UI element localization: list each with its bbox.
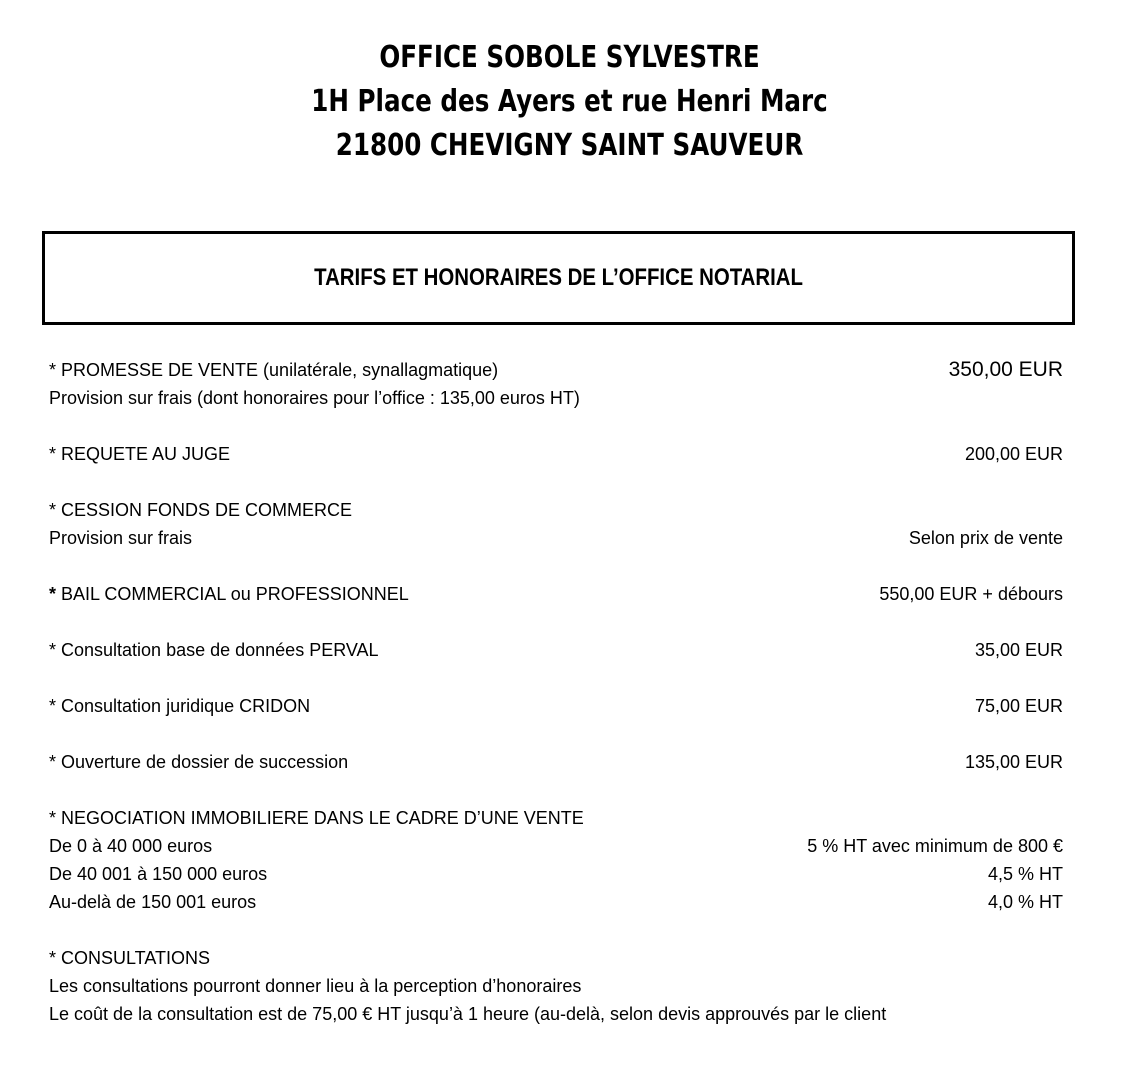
tariff-row — [49, 748, 1063, 776]
tariff-row — [49, 804, 1063, 832]
tariff-row-spacer — [49, 552, 1063, 580]
tariff-label: * Consultation juridique CRIDON — [49, 696, 311, 716]
tariff-label: De 40 001 à 150 000 euros — [49, 864, 268, 884]
tariff-row-spacer — [49, 776, 1063, 804]
tariff-row-spacer — [49, 468, 1063, 496]
tariff-list — [49, 356, 1063, 1028]
tariff-label: * CESSION FONDS DE COMMERCE — [49, 500, 353, 520]
tariff-row — [49, 356, 1063, 384]
tariff-row — [49, 1000, 1063, 1028]
tariff-value: 350,00 EUR — [948, 358, 1063, 381]
tariff-label: * Consultation base de données PERVAL — [49, 640, 379, 660]
tariff-label: Les consultations pourront donner lieu à la perception d’honoraires — [49, 976, 582, 996]
tariff-label: * PROMESSE DE VENTE (unilatérale, synallagmatique) — [49, 360, 499, 380]
title-box — [42, 231, 1075, 325]
tariff-row — [49, 860, 1063, 888]
tariff-value: 4,0 % HT — [987, 892, 1063, 912]
tariff-row-spacer — [49, 916, 1063, 944]
tariff-value: 135,00 EUR — [964, 752, 1063, 772]
tariff-label: * REQUETE AU JUGE — [49, 444, 231, 464]
tariff-row — [49, 384, 1063, 412]
tariff-row — [49, 440, 1063, 468]
tariff-label: Provision sur frais — [49, 528, 193, 548]
tariff-row — [49, 972, 1063, 1000]
tariff-row — [49, 944, 1063, 972]
tariff-row — [49, 496, 1063, 524]
tariff-row — [49, 832, 1063, 860]
office-address: 1H Place des Ayers et rue Henri Marc — [311, 84, 828, 119]
tariff-row-spacer — [49, 412, 1063, 440]
office-letterhead — [0, 0, 1139, 168]
tariff-label: * NEGOCIATION IMMOBILIERE DANS LE CADRE D’UNE VENTE — [49, 808, 584, 828]
tariff-label: * CONSULTATIONS — [49, 948, 211, 968]
tariff-label: Au-delà de 150 001 euros — [49, 892, 257, 912]
tariff-row-spacer — [49, 608, 1063, 636]
tariff-label: * Ouverture de dossier de succession — [49, 752, 349, 772]
tariff-label: Le coût de la consultation est de 75,00 € HT jusqu’à 1 heure (au-delà, selon devis approuvés par le client — [49, 1004, 887, 1024]
tariff-label: * BAIL COMMERCIAL ou PROFESSIONNEL — [49, 584, 409, 604]
office-name: OFFICE SOBOLE SYLVESTRE — [379, 40, 760, 75]
tariff-row-spacer — [49, 664, 1063, 692]
tariff-row — [49, 636, 1063, 664]
tariff-value: 200,00 EUR — [964, 444, 1063, 464]
tariff-label: Provision sur frais (dont honoraires pour l’office : 135,00 euros HT) — [49, 388, 580, 408]
tariff-label: De 0 à 40 000 euros — [49, 836, 213, 856]
tariff-value: 4,5 % HT — [987, 864, 1063, 884]
tariff-row — [49, 692, 1063, 720]
tariff-value: 550,00 EUR + débours — [879, 584, 1063, 604]
tariff-row — [49, 888, 1063, 916]
tariff-value: 35,00 EUR — [974, 640, 1063, 660]
tariff-value: 75,00 EUR — [974, 696, 1063, 716]
tariff-value: 5 % HT avec minimum de 800 € — [807, 836, 1063, 856]
tariff-row-spacer — [49, 720, 1063, 748]
document-title: TARIFS ET HONORAIRES DE L’OFFICE NOTARIAL — [314, 264, 803, 291]
tariff-row — [49, 580, 1063, 608]
office-city: 21800 CHEVIGNY SAINT SAUVEUR — [335, 128, 804, 163]
tariff-row — [49, 524, 1063, 552]
tariff-value: Selon prix de vente — [908, 528, 1063, 548]
